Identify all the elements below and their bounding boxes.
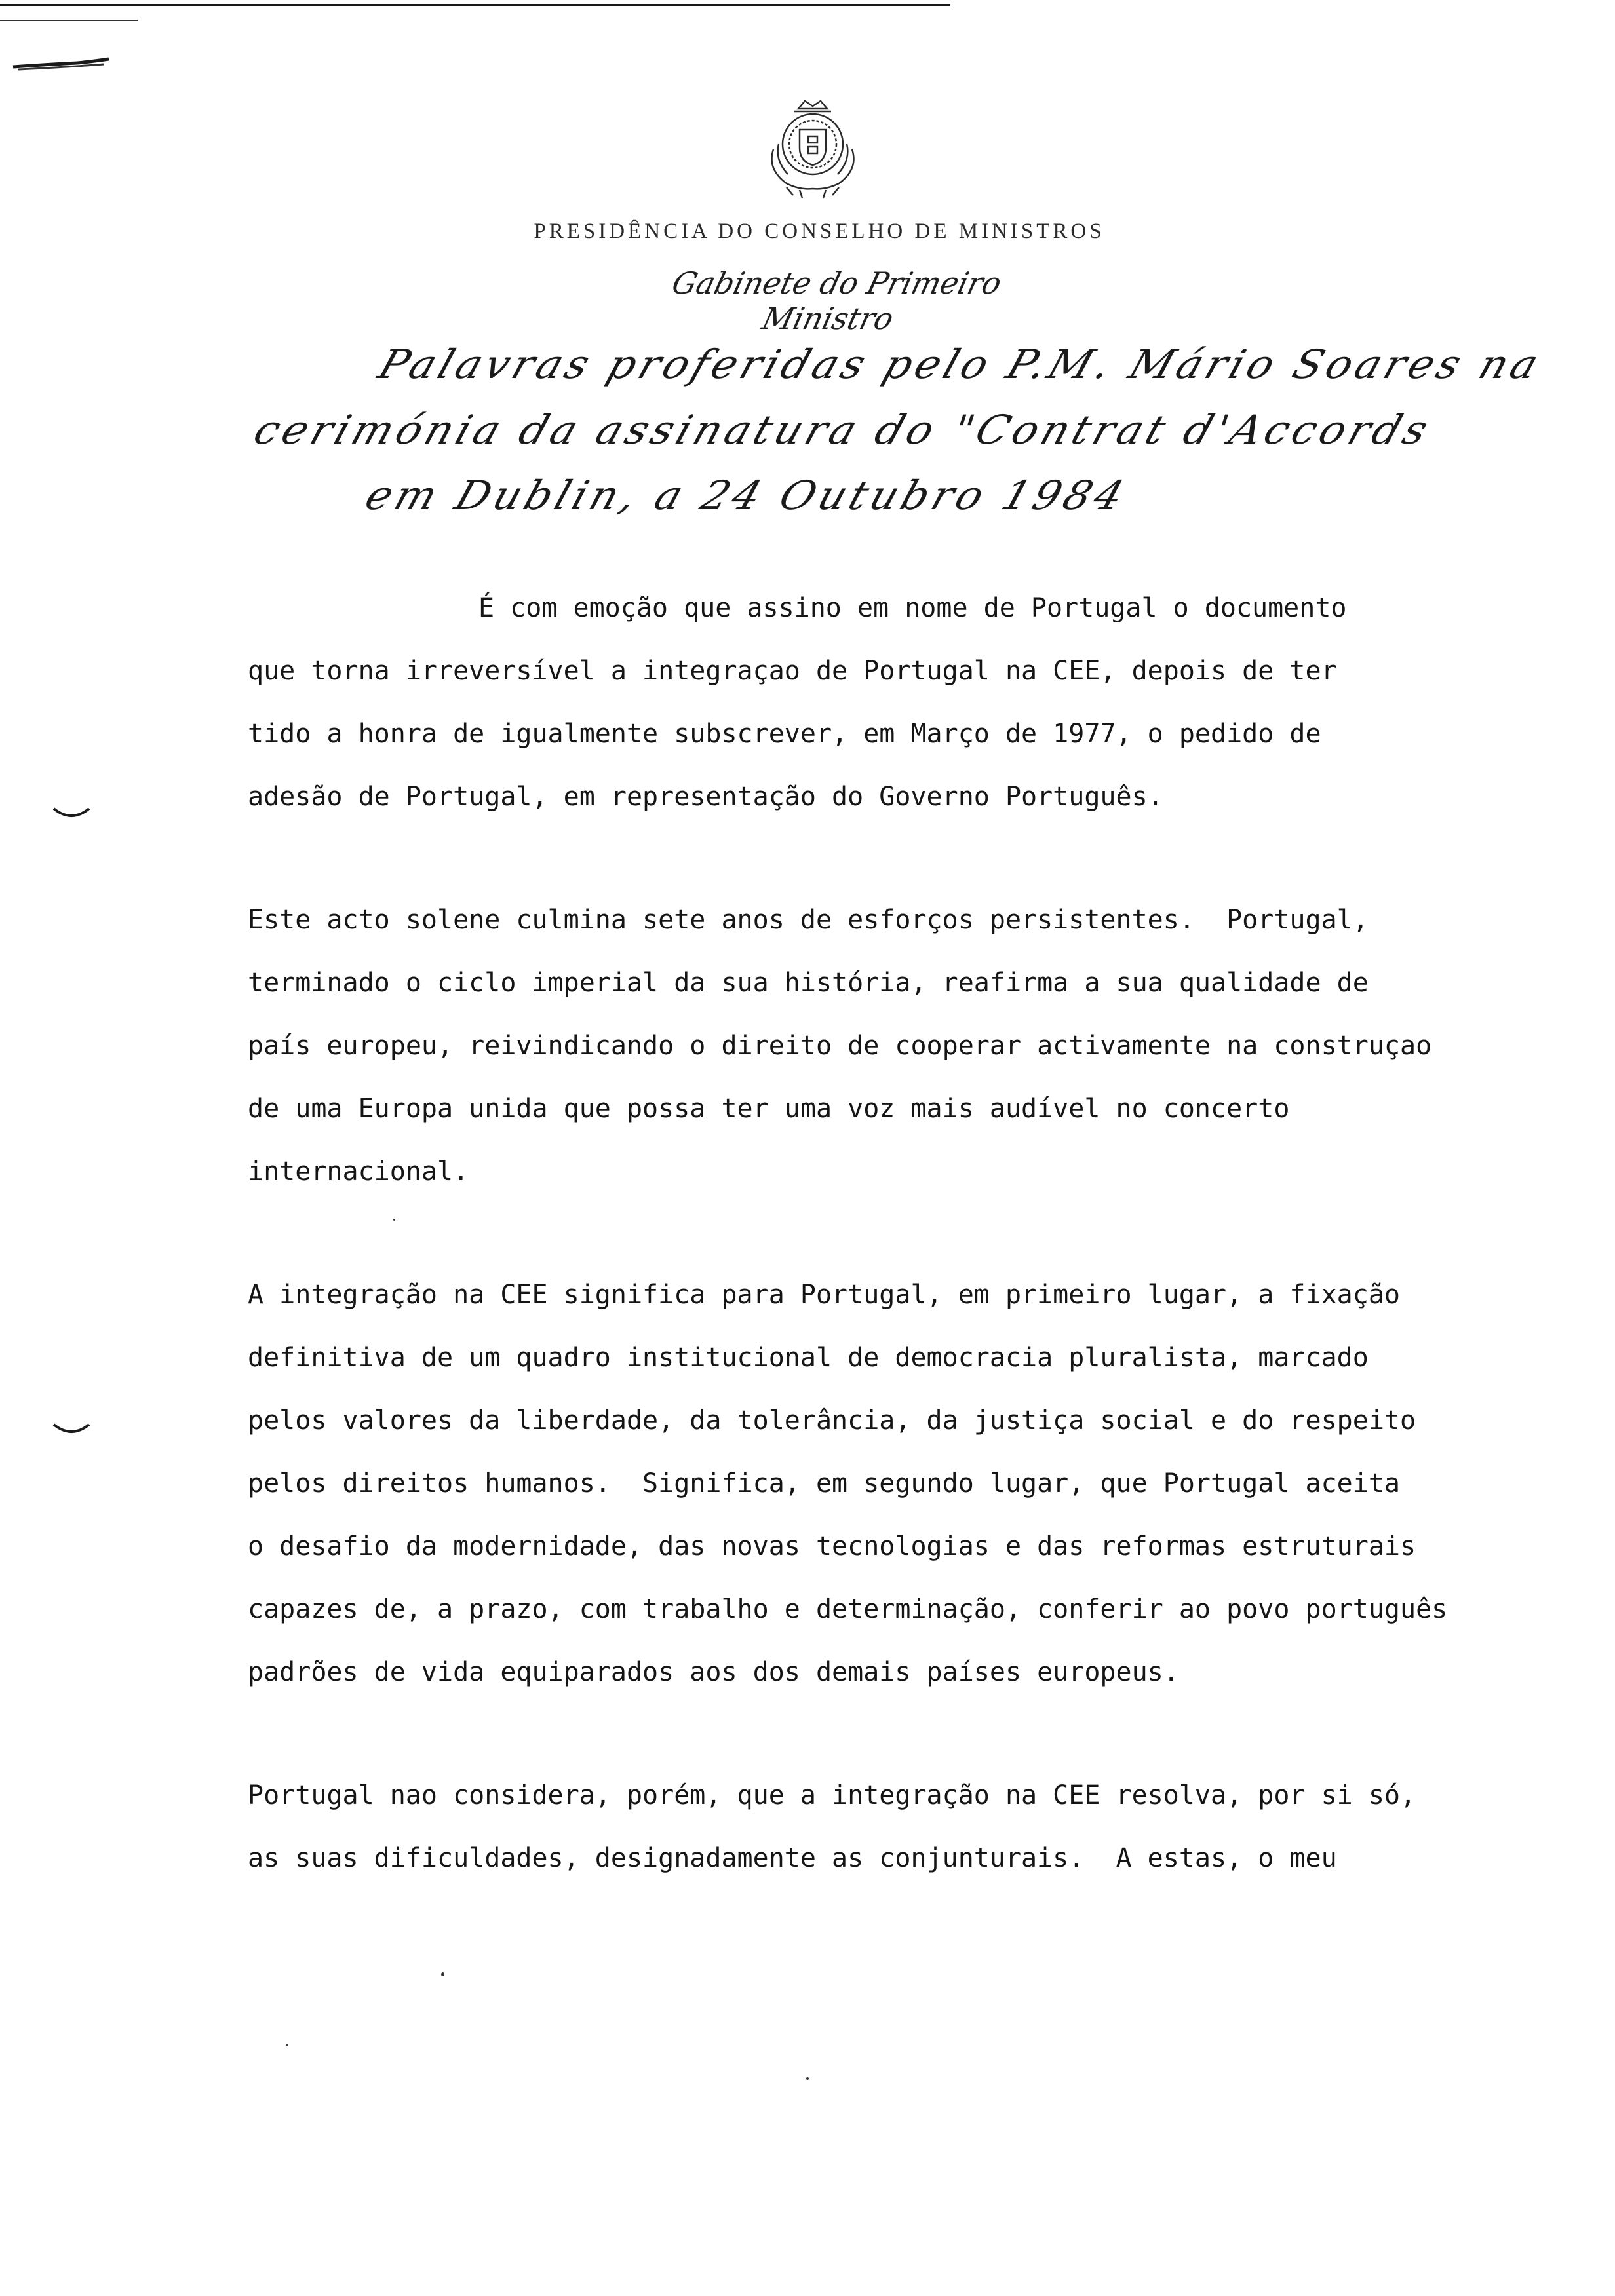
text-line: pelos valores da liberdade, da tolerância, da justiça social e do respeito: [248, 1406, 1416, 1436]
text-line: país europeu, reivindicando o direito de cooperar activamente na construçao: [248, 1031, 1432, 1061]
paragraph: [248, 1764, 1585, 1890]
text-line: padrões de vida equiparados aos dos demais países europeus.: [248, 1657, 1179, 1687]
text-line: É com emoção que assino em nome de Portugal o documento: [478, 593, 1347, 623]
text-line: pelos direitos humanos. Significa, em segundo lugar, que Portugal aceita: [248, 1468, 1400, 1499]
text-line: capazes de, a prazo, com trabalho e determinação, conferir ao povo português: [248, 1594, 1448, 1624]
coat-of-arms-seal: [747, 97, 878, 202]
text-line: terminado o ciclo imperial da sua história, reafirma a sua qualidade de: [248, 968, 1369, 998]
scan-speck: [393, 1219, 395, 1221]
text-line: de uma Europa unida que possa ter uma voz mais audível no concerto: [248, 1094, 1290, 1124]
scan-speck: [806, 2077, 809, 2080]
office-name: Gabinete do Primeiro Ministro: [668, 265, 1005, 336]
margin-mark: [52, 806, 90, 820]
organization-name: PRESIDÊNCIA DO CONSELHO DE MINISTROS: [534, 220, 1105, 243]
paragraph: [248, 577, 1585, 828]
text-line: definitiva de um quadro institucional de democracia pluralista, marcado: [248, 1343, 1369, 1373]
scan-speck: [441, 1972, 444, 1976]
handwritten-line: cerimónia da assinatura do "Contrat d'Accords: [248, 407, 1437, 454]
scan-edge-line: [0, 4, 950, 6]
document-body: [248, 577, 1585, 1890]
handwritten-line: em Dublin, a 24 Outubro 1984: [359, 472, 1133, 520]
scan-artifact-mark: [12, 56, 110, 72]
text-line: tido a honra de igualmente subscrever, em Março de 1977, o pedido de: [248, 719, 1321, 749]
text-line: Portugal nao considera, porém, que a integração na CEE resolva, por si só,: [248, 1780, 1416, 1810]
handwritten-line: Palavras proferidas pelo P.M. Mário Soares na: [372, 341, 1548, 389]
text-line: que torna irreversível a integraçao de Portugal na CEE, depois de ter: [248, 656, 1337, 686]
text-line: internacional.: [248, 1157, 469, 1187]
text-line: Este acto solene culmina sete anos de esforços persistentes. Portugal,: [248, 905, 1369, 935]
text-line: A integração na CEE significa para Portugal, em primeiro lugar, a fixação: [248, 1280, 1400, 1310]
paragraph: [248, 1263, 1585, 1704]
paragraph: [248, 889, 1585, 1203]
scan-speck: [286, 2044, 288, 2046]
text-line: adesão de Portugal, em representação do Governo Português.: [248, 782, 1163, 812]
scan-edge-line: [0, 20, 138, 21]
margin-mark: [52, 1422, 90, 1436]
text-line: o desafio da modernidade, das novas tecnologias e das reformas estruturais: [248, 1531, 1416, 1561]
text-line: as suas dificuldades, designadamente as conjunturais. A estas, o meu: [248, 1843, 1337, 1873]
